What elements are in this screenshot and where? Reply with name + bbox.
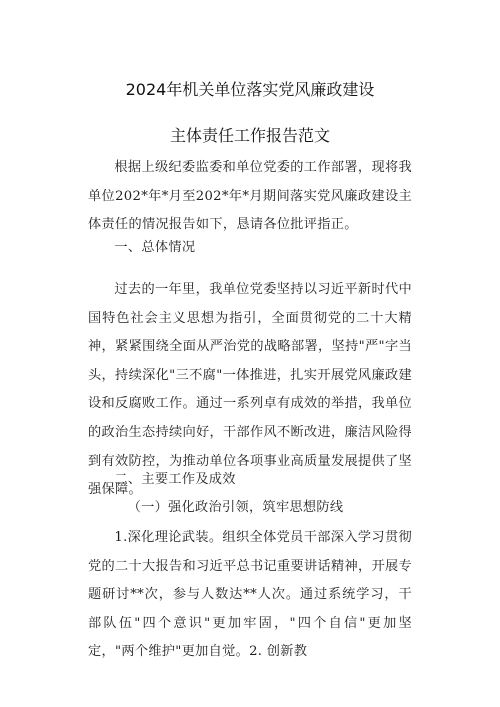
political-guidance-paragraph: 1.深化理论武装。组织全体党员干部深入学习贯彻党的二十大报告和习近平总书记重要讲话精神，开展专题研讨**次，参与人数达**人次。通过系统学习，干部队伍"四个意识"更加牢固，"四个自信"更加坚定，"两个维护"更加自觉。2. 创新教 (88, 530, 412, 660)
document-title-line-1: 2024年机关单位落实党风廉政建设 (125, 80, 375, 99)
subsection-heading-political-guidance: （一）强化政治引领，筑牢思想防线 (127, 500, 344, 515)
document-title-line-2: 主体责任工作报告范文 (169, 126, 330, 145)
section-heading-overview: 一、总体情况 (114, 240, 196, 255)
overview-paragraph: 过去的一年里，我单位党委坚持以习近平新时代中国特色社会主义思想为指引，全面贯彻党的二十大精神，紧紧围绕全面从严治党的战略部署，坚持"严"字当头，持续深化"三不腐"一体推进，扎实开展党风廉政建设和反腐败工作。通过一系列卓有成效的举措，我单位的政治生态持续向好，干部作风不断改进，廉洁风险得到有效防控，为推动单位各项事业高质量发展提供了坚强保障。 (88, 282, 412, 498)
intro-paragraph: 根据上级纪委监委和单位党委的工作部署，现将我单位202*年*月至202*年*月期间落实党风廉政建设主体责任的情况报告如下，恳请各位批评指正。 (88, 160, 412, 233)
section-heading-main-work: 二、主要工作及成效 (114, 472, 236, 487)
